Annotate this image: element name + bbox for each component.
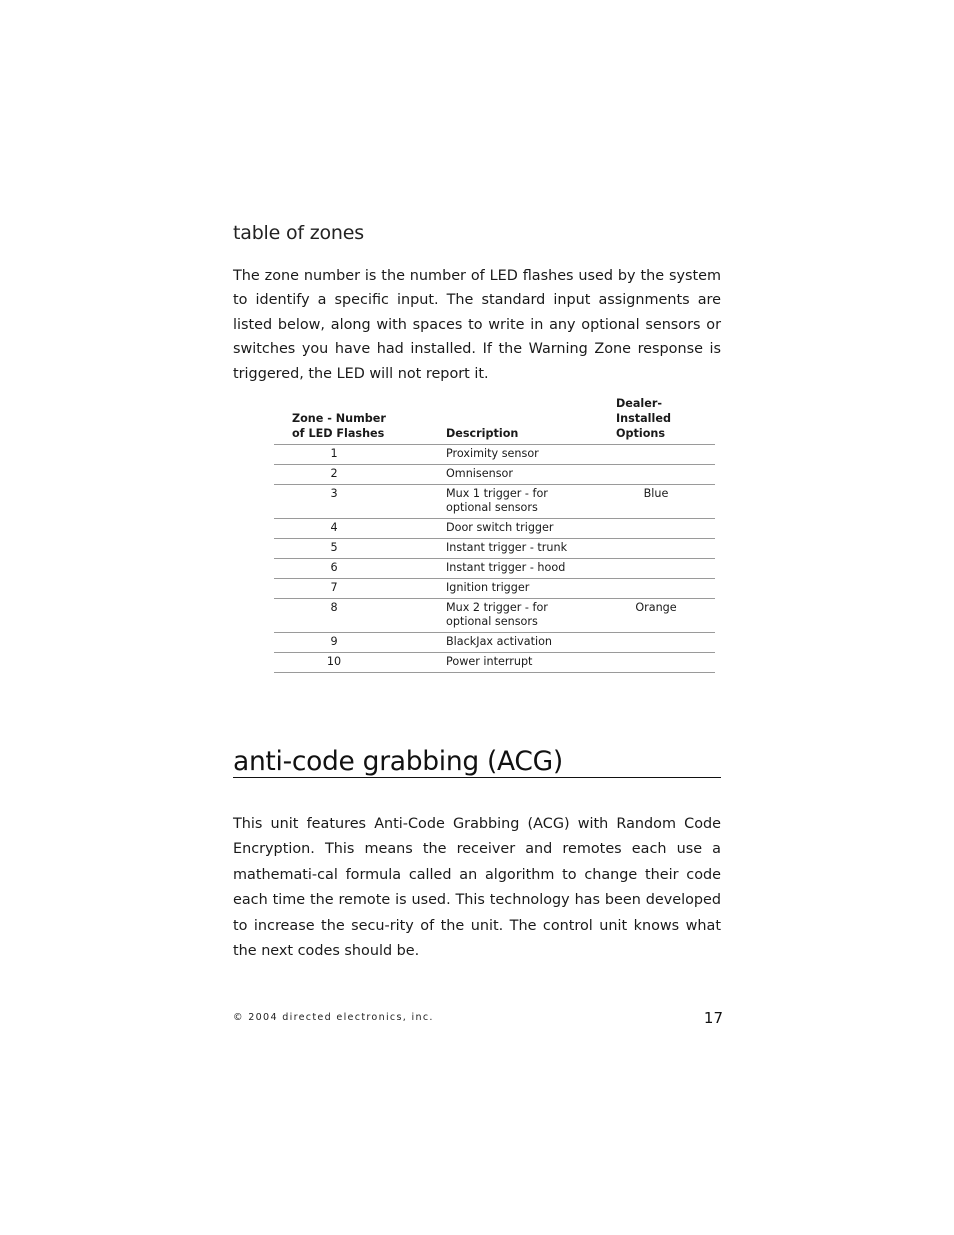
option-cell (597, 445, 715, 465)
table-row (274, 579, 715, 599)
table-row (274, 465, 715, 485)
options-header-line-2: Options (616, 427, 666, 440)
table-row (274, 519, 715, 539)
zone-number-cell: 5 (274, 539, 428, 559)
zone-number-cell: 10 (274, 653, 428, 673)
section-heading-table-of-zones: table of zones (233, 222, 364, 244)
description-cell: BlackJax activation (428, 633, 597, 653)
option-cell (597, 539, 715, 559)
option-cell (597, 653, 715, 673)
table-row (274, 559, 715, 579)
option-cell (597, 465, 715, 485)
option-cell (597, 559, 715, 579)
option-cell (597, 579, 715, 599)
zone-number-cell: 1 (274, 445, 428, 465)
copyright-notice: © 2004 directed electronics, inc. (233, 1012, 434, 1023)
option-cell (597, 633, 715, 653)
table-row (274, 485, 715, 519)
description-cell: Mux 1 trigger - for optional sensors (428, 485, 597, 519)
zones-intro-paragraph: The zone number is the number of LED flashes used by the system to identify a specific input. The standard input assignments are listed below, along with spaces to write in any optional sensors or switches you have had installed. If the Warning Zone response is triggered, the LED will not report it. (233, 268, 721, 382)
zone-number-cell: 9 (274, 633, 428, 653)
option-cell: Orange (597, 599, 715, 633)
table-row (274, 633, 715, 653)
option-cell: Blue (597, 485, 715, 519)
zones-table-header-row (274, 396, 715, 445)
options-column-header (597, 396, 715, 445)
table-row (274, 539, 715, 559)
table-row (274, 445, 715, 465)
table-row (274, 653, 715, 673)
table-row (274, 599, 715, 633)
description-cell: Ignition trigger (428, 579, 597, 599)
option-cell (597, 519, 715, 539)
zone-number-cell: 6 (274, 559, 428, 579)
description-cell: Instant trigger - trunk (428, 539, 597, 559)
description-cell: Door switch trigger (428, 519, 597, 539)
description-column-header: Description (428, 396, 597, 445)
zone-number-cell: 3 (274, 485, 428, 519)
acg-body-paragraph: This unit features Anti-Code Grabbing (ACG) with Random Code Encryption. This means the receiver and remotes each use a mathemati-cal formula called an algorithm to change their code each time the remote is used. This technology has been developed to increase the secu-rity of the unit. The control unit knows what the next codes should be. (233, 816, 721, 960)
description-cell: Omnisensor (428, 465, 597, 485)
zones-table (274, 396, 715, 673)
description-cell: Mux 2 trigger - for optional sensors (428, 599, 597, 633)
page-number: 17 (703, 1009, 723, 1027)
zone-number-cell: 2 (274, 465, 428, 485)
description-cell: Power interrupt (428, 653, 597, 673)
description-cell: Instant trigger - hood (428, 559, 597, 579)
zone-number-cell: 4 (274, 519, 428, 539)
zone-header-line-1: Zone - Number (292, 412, 386, 425)
zone-number-column-header (274, 396, 428, 445)
zone-header-line-2: of LED Flashes (292, 427, 385, 440)
zone-number-cell: 7 (274, 579, 428, 599)
section-title-anti-code-grabbing: anti-code grabbing (ACG) (233, 747, 721, 778)
options-header-line-1: Dealer-Installed (616, 397, 671, 425)
zone-number-cell: 8 (274, 599, 428, 633)
description-cell: Proximity sensor (428, 445, 597, 465)
